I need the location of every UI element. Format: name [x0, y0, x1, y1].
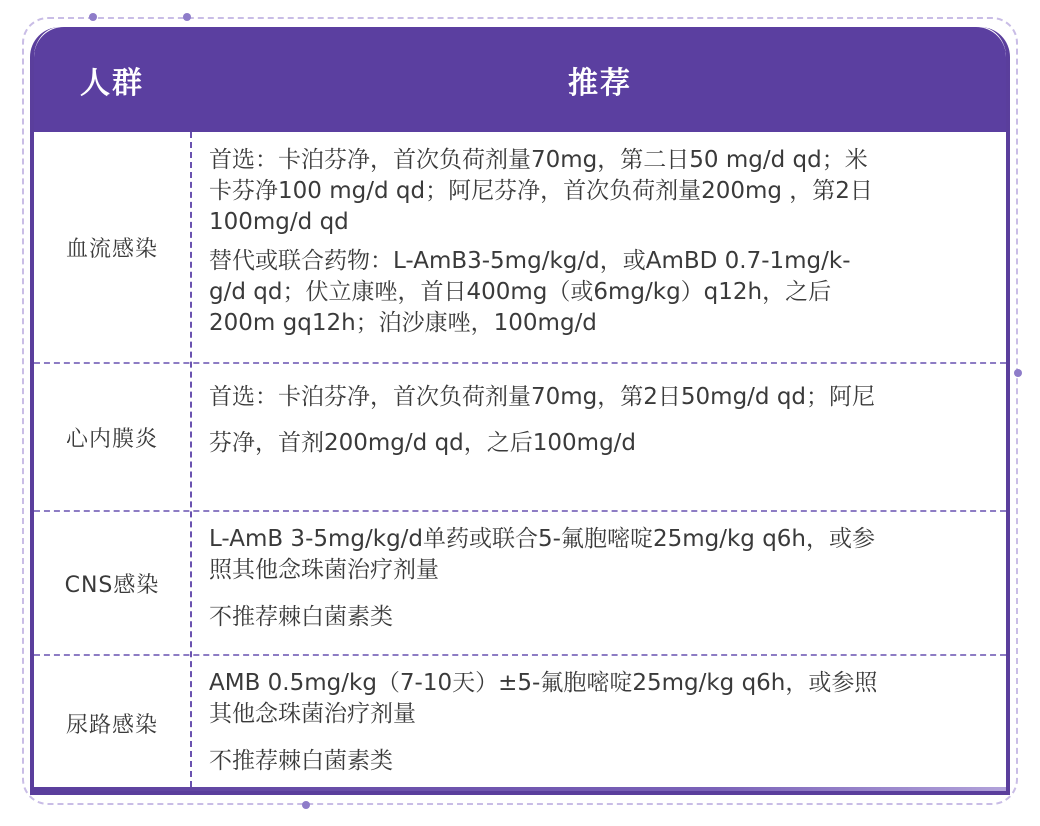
row-label: 尿路感染	[65, 713, 158, 738]
table-row	[34, 656, 1006, 791]
row-label: 心内膜炎	[65, 426, 158, 452]
row-recommendation	[209, 145, 1009, 339]
decorative-dot	[1014, 369, 1022, 377]
table-row	[34, 512, 1006, 656]
recommendation-text: AMB 0.5mg/kg（7-10天）±5-氟胞嘧啶25mg/kg q6h，或参照 其他念珠菌治疗剂量	[209, 670, 878, 727]
row-recommendation	[209, 524, 1009, 633]
recommendation-table	[30, 27, 1010, 795]
row-label: CNS感染	[64, 572, 160, 598]
header-recommendation: 推荐	[568, 65, 632, 101]
decorative-dot	[89, 13, 97, 21]
table-header	[34, 27, 1006, 132]
table-row	[34, 364, 1006, 512]
decorative-dot	[183, 13, 191, 21]
recommendation-text: 首选：卡泊芬净，首次负荷剂量70mg，第2日50mg/d qd；阿尼 芬净，首剂200mg/d qd，之后100mg/d	[209, 384, 876, 456]
recommendation-text: 不推荐棘白菌素类	[209, 604, 393, 630]
header-population: 人群	[80, 65, 144, 101]
recommendation-text: 不推荐棘白菌素类	[209, 748, 393, 774]
recommendation-text: L-AmB 3-5mg/kg/d单药或联合5-氟胞嘧啶25mg/kg q6h，或参 照其他念珠菌治疗剂量	[209, 526, 876, 583]
recommendation-text: 替代或联合药物：L-AmB3-5mg/kg/d，或AmBD 0.7-1mg/k- g/d qd；伏立康唑，首日400mg（或6mg/kg）q12h，之后 200m gq12h；泊沙康唑，100mg/d	[209, 248, 851, 336]
table-row	[34, 132, 1006, 364]
row-label: 血流感染	[65, 236, 158, 262]
row-recommendation	[209, 374, 1009, 466]
row-recommendation	[209, 668, 1009, 777]
decorative-dot	[302, 801, 310, 809]
recommendation-text: 首选：卡泊芬净，首次负荷剂量70mg，第二日50 mg/d qd；米 卡芬净100 mg/d qd；阿尼芬净，首次负荷剂量200mg ，第2日 100mg/d qd	[209, 147, 873, 235]
